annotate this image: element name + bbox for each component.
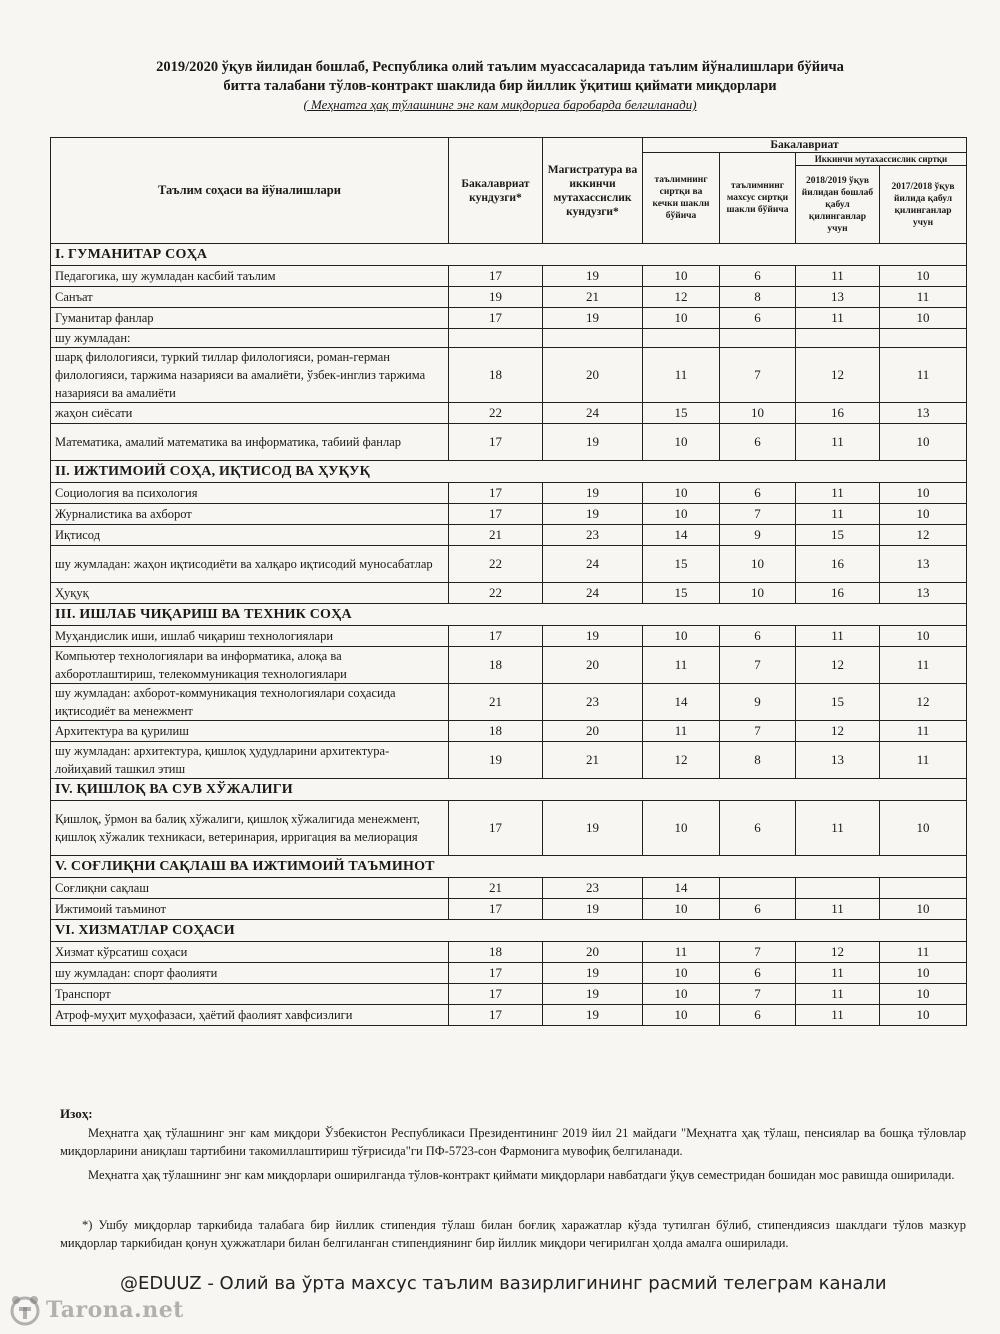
table-cell: 11: [796, 266, 880, 287]
row-label: Математика, амалий математика ва информатика, табиий фанлар: [51, 424, 449, 461]
column-special-correspondence: таълимнинг махсус сиртқи шакли бўйича: [720, 153, 796, 244]
table-cell: 6: [720, 899, 796, 920]
section-title: III. ИШЛАБ ЧИҚАРИШ ВА ТЕХНИК СОҲА: [51, 604, 967, 626]
document-header: [0, 58, 1000, 113]
table-row: [51, 329, 967, 348]
section-row: [51, 856, 967, 878]
table-cell: 20: [543, 348, 643, 403]
row-label: шарқ филологияси, туркий тиллар филологияси, роман-герман филологияси, таржима назарияси ва амалиёти, ўзбек-инглиз таржима назарияси ва амалиёти: [51, 348, 449, 403]
table-cell: 17: [449, 308, 543, 329]
tuition-table: [50, 137, 967, 1026]
table-cell: 13: [880, 546, 967, 583]
table-cell: 19: [543, 899, 643, 920]
table-row: [51, 287, 967, 308]
table-row: [51, 742, 967, 779]
column-for-2017: 2017/2018 ўқув йилида қабул қилинганлар учун: [880, 166, 967, 244]
table-cell: 11: [643, 348, 720, 403]
row-label: шу жумладан: ахборот-коммуникация технологиялари соҳасида иқтисодиёт ва менежмент: [51, 684, 449, 721]
table-row: [51, 801, 967, 856]
table-cell: 19: [543, 266, 643, 287]
table-cell: [449, 329, 543, 348]
row-label: жаҳон сиёсати: [51, 403, 449, 424]
title-subtitle: ( Меҳнатга ҳақ тўлашнинг энг кам миқдорига баробарда белгиланади): [303, 97, 697, 112]
table-cell: 11: [880, 647, 967, 684]
table-cell: 6: [720, 266, 796, 287]
table-cell: 14: [643, 878, 720, 899]
table-cell: 18: [449, 348, 543, 403]
row-label: шу жумладан: жаҳон иқтисодиёти ва халқаро иқтисодий муносабатлар: [51, 546, 449, 583]
table-row: [51, 684, 967, 721]
table-cell: 17: [449, 626, 543, 647]
table-cell: 11: [880, 287, 967, 308]
table-cell: 19: [543, 984, 643, 1005]
table-cell: 6: [720, 483, 796, 504]
table-cell: 19: [543, 504, 643, 525]
column-group-second-specialty: Иккинчи мутахассислик сиртқи: [796, 153, 967, 166]
table-cell: 19: [543, 424, 643, 461]
table-cell: 23: [543, 684, 643, 721]
table-cell: 17: [449, 424, 543, 461]
row-label: Соғлиқни сақлаш: [51, 878, 449, 899]
table-cell: 9: [720, 684, 796, 721]
row-label: Муҳандислик иши, ишлаб чиқариш технологиялари: [51, 626, 449, 647]
table-cell: 20: [543, 647, 643, 684]
table-row: [51, 984, 967, 1005]
table-cell: 12: [796, 942, 880, 963]
table-cell: 11: [796, 424, 880, 461]
table-cell: 10: [720, 546, 796, 583]
table-cell: 12: [796, 721, 880, 742]
table-cell: 10: [880, 801, 967, 856]
table-cell: 12: [880, 525, 967, 546]
table-cell: 21: [449, 525, 543, 546]
table-row: [51, 308, 967, 329]
table-cell: 11: [796, 504, 880, 525]
row-label: шу жумладан: архитектура, қишлоқ ҳудудларини архитектура-лойиҳавий ташкил этиш: [51, 742, 449, 779]
table-cell: 12: [796, 348, 880, 403]
table-cell: 10: [880, 266, 967, 287]
table-row: [51, 504, 967, 525]
column-from-2018: 2018/2019 ўқув йилидан бошлаб қабул қилинганлар учун: [796, 166, 880, 244]
row-label: Гуманитар фанлар: [51, 308, 449, 329]
table-cell: [880, 878, 967, 899]
watermark: [8, 1290, 208, 1330]
table-cell: 7: [720, 721, 796, 742]
table-cell: 21: [449, 878, 543, 899]
table-cell: 7: [720, 504, 796, 525]
table-cell: 10: [720, 403, 796, 424]
row-label: Педагогика, шу жумладан касбий таълим: [51, 266, 449, 287]
table-cell: 10: [643, 984, 720, 1005]
table-cell: 16: [796, 546, 880, 583]
table-cell: 21: [449, 684, 543, 721]
table-cell: 7: [720, 348, 796, 403]
table-cell: 19: [543, 801, 643, 856]
table-cell: 10: [880, 899, 967, 920]
row-label: шу жумладан: спорт фаолияти: [51, 963, 449, 984]
table-cell: 10: [643, 963, 720, 984]
table-cell: 17: [449, 963, 543, 984]
bear-logo-icon: [8, 1293, 42, 1327]
table-cell: 24: [543, 403, 643, 424]
table-cell: [796, 878, 880, 899]
table-cell: 21: [543, 742, 643, 779]
table-cell: 13: [796, 287, 880, 308]
table-cell: 24: [543, 583, 643, 604]
table-cell: 11: [796, 308, 880, 329]
notes-title: Изоҳ:: [60, 1106, 93, 1121]
table-cell: 11: [880, 348, 967, 403]
table-cell: 11: [796, 483, 880, 504]
table-cell: 16: [796, 583, 880, 604]
column-master-day: Магистратура ва иккинчи мутахассислик кундузги*: [543, 138, 643, 244]
table-cell: 6: [720, 424, 796, 461]
table-cell: 10: [880, 963, 967, 984]
table-row: [51, 424, 967, 461]
table-row: [51, 403, 967, 424]
row-label: Атроф-муҳит муҳофазаси, ҳаётий фаолият хавфсизлиги: [51, 1005, 449, 1026]
table-cell: 11: [796, 1005, 880, 1026]
watermark-text: Tarona.net: [46, 1297, 184, 1323]
table-cell: 10: [880, 483, 967, 504]
table-cell: 6: [720, 1005, 796, 1026]
section-title: V. СОҒЛИҚНИ САҚЛАШ ВА ИЖТИМОИЙ ТАЪМИНОТ: [51, 856, 967, 878]
table-cell: 10: [880, 308, 967, 329]
table-cell: 10: [880, 626, 967, 647]
table-cell: 11: [643, 721, 720, 742]
table-cell: 10: [720, 583, 796, 604]
table-cell: 17: [449, 984, 543, 1005]
table-cell: 10: [880, 984, 967, 1005]
table-cell: 11: [643, 647, 720, 684]
row-label: Компьютер технологиялари ва информатика, алоқа ва ахборотлаштириш, телекоммуникация технологиялари: [51, 647, 449, 684]
table-cell: [720, 329, 796, 348]
table-cell: 10: [643, 801, 720, 856]
table-row: [51, 483, 967, 504]
table-cell: 10: [643, 626, 720, 647]
table-cell: 23: [543, 525, 643, 546]
section-title: I. ГУМАНИТАР СОҲА: [51, 244, 967, 266]
section-row: [51, 920, 967, 942]
table-cell: 10: [643, 424, 720, 461]
table-cell: 10: [643, 266, 720, 287]
table-cell: [643, 329, 720, 348]
section-title: II. ИЖТИМОИЙ СОҲА, ИҚТИСОД ВА ҲУҚУҚ: [51, 461, 967, 483]
table-cell: 6: [720, 801, 796, 856]
table-cell: 12: [880, 684, 967, 721]
table-cell: 14: [643, 525, 720, 546]
table-cell: 15: [796, 684, 880, 721]
notes-paragraph-2: Меҳнатга ҳақ тўлашнинг энг кам миқдорлари оширилганда тўлов-контракт қиймати миқдорлари навбатдаги ўқув семестридан бошидан мос равишда оширилади.: [88, 1168, 955, 1182]
table-cell: 19: [543, 1005, 643, 1026]
table-cell: 19: [543, 626, 643, 647]
table-cell: 20: [543, 721, 643, 742]
notes-paragraph-1: Меҳнатга ҳақ тўлашнинг энг кам миқдори Ўзбекистон Республикаси Президентининг 2019 йил 21 майдаги "Меҳнатга ҳақ тўлаш, пенсиялар ва бошқа тўловлар миқдорларини аниқлаш тартибини такомиллаштириш тўғрисида"ги ПФ-5723-сон Фармонига мувофиқ белгиланади.: [60, 1126, 966, 1158]
table-cell: 18: [449, 647, 543, 684]
row-label: Архитектура ва қурилиш: [51, 721, 449, 742]
row-label: Ижтимоий таъминот: [51, 899, 449, 920]
table-cell: 10: [880, 424, 967, 461]
table-cell: 11: [796, 626, 880, 647]
table-cell: 22: [449, 546, 543, 583]
column-evening: таълимнинг сиртқи ва кечки шакли бўйича: [643, 153, 720, 244]
table-cell: 9: [720, 525, 796, 546]
table-cell: 6: [720, 626, 796, 647]
table-cell: 17: [449, 1005, 543, 1026]
table-cell: 10: [880, 1005, 967, 1026]
table-cell: 15: [796, 525, 880, 546]
table-row: [51, 942, 967, 963]
table-cell: 7: [720, 984, 796, 1005]
table-cell: 11: [880, 742, 967, 779]
row-label: шу жумладан:: [51, 329, 449, 348]
table-cell: 12: [643, 287, 720, 308]
row-label: Ҳуқуқ: [51, 583, 449, 604]
title-line-1: 2019/2020 ўқув йилидан бошлаб, Республика олий таълим муассасаларида таълим йўналишлари бўйича: [156, 59, 844, 75]
row-label: Иқтисод: [51, 525, 449, 546]
table-cell: 6: [720, 963, 796, 984]
table-row: [51, 626, 967, 647]
row-label: Санъат: [51, 287, 449, 308]
title-line-2: битта талабани тўлов-контракт шаклида бир йиллик ўқитиш қиймати миқдорлари: [223, 78, 777, 94]
table-cell: 15: [643, 583, 720, 604]
table-cell: 7: [720, 942, 796, 963]
table-cell: 10: [643, 483, 720, 504]
table-cell: [796, 329, 880, 348]
table-row: [51, 647, 967, 684]
notes-paragraph-3: *) Ушбу миқдорлар таркибида талабага бир йиллик стипендия тўлаш билан боғлиқ харажатлар кўзда тутилган бўлиб, стипендиясиз шаклдаги тўлов мазкур миқдорлар таркибидан қонун ҳужжатлари билан белгиланган стипендиянинг бир йиллик миқдори чегирилган ҳолда амалга оширилади.: [60, 1218, 966, 1250]
table-cell: 16: [796, 403, 880, 424]
table-cell: 19: [543, 308, 643, 329]
table-cell: 19: [543, 963, 643, 984]
table-cell: 17: [449, 266, 543, 287]
table-cell: 11: [880, 942, 967, 963]
table-cell: 17: [449, 899, 543, 920]
table-cell: 11: [796, 963, 880, 984]
table-cell: 13: [796, 742, 880, 779]
table-cell: 15: [643, 546, 720, 583]
table-cell: 20: [543, 942, 643, 963]
table-row: [51, 878, 967, 899]
table-cell: 11: [643, 942, 720, 963]
column-bachelor-day: Бакалавриат кундузги*: [449, 138, 543, 244]
section-row: [51, 779, 967, 801]
table-cell: 13: [880, 583, 967, 604]
table-cell: 18: [449, 721, 543, 742]
table-row: [51, 1005, 967, 1026]
table-cell: [880, 329, 967, 348]
table-cell: 17: [449, 504, 543, 525]
table-cell: 23: [543, 878, 643, 899]
table-cell: 19: [449, 287, 543, 308]
section-row: [51, 244, 967, 266]
table-cell: 11: [880, 721, 967, 742]
section-row: [51, 461, 967, 483]
table-row: [51, 899, 967, 920]
table-cell: 8: [720, 287, 796, 308]
table-cell: 7: [720, 647, 796, 684]
table-cell: 11: [796, 801, 880, 856]
table-cell: [543, 329, 643, 348]
table-cell: 12: [796, 647, 880, 684]
row-label: Социология ва психология: [51, 483, 449, 504]
table-cell: 11: [796, 899, 880, 920]
table-cell: 15: [643, 403, 720, 424]
table-row: [51, 721, 967, 742]
table-row: [51, 963, 967, 984]
column-area: Таълим соҳаси ва йўналишлари: [51, 138, 449, 244]
table-cell: 10: [643, 308, 720, 329]
section-title: IV. ҚИШЛОҚ ВА СУВ ХЎЖАЛИГИ: [51, 779, 967, 801]
table-cell: 10: [643, 899, 720, 920]
table-cell: 6: [720, 308, 796, 329]
table-cell: 10: [880, 504, 967, 525]
table-cell: 19: [449, 742, 543, 779]
section-title: VI. ХИЗМАТЛАР СОҲАСИ: [51, 920, 967, 942]
row-label: Хизмат кўрсатиш соҳаси: [51, 942, 449, 963]
table-cell: [720, 878, 796, 899]
row-label: Транспорт: [51, 984, 449, 1005]
telegram-channel-caption: @EDUUZ - Олий ва ўрта махсус таълим вазирлигининг расмий телеграм канали: [120, 1273, 887, 1294]
row-label: Журналистика ва ахборот: [51, 504, 449, 525]
column-group-bachelor: Бакалавриат: [643, 138, 967, 153]
table-cell: 24: [543, 546, 643, 583]
table-row: [51, 348, 967, 403]
table-cell: 14: [643, 684, 720, 721]
table-cell: 18: [449, 942, 543, 963]
section-row: [51, 604, 967, 626]
table-row: [51, 266, 967, 287]
table-cell: 10: [643, 1005, 720, 1026]
table-row: [51, 525, 967, 546]
table-cell: 8: [720, 742, 796, 779]
table-cell: 17: [449, 483, 543, 504]
table-cell: 21: [543, 287, 643, 308]
table-cell: 17: [449, 801, 543, 856]
table-row: [51, 546, 967, 583]
table-cell: 12: [643, 742, 720, 779]
table-cell: 10: [643, 504, 720, 525]
table-cell: 22: [449, 403, 543, 424]
table-row: [51, 583, 967, 604]
table-cell: 19: [543, 483, 643, 504]
row-label: Қишлоқ, ўрмон ва балиқ хўжалиги, қишлоқ хўжалигида менежмент, қишлоқ хўжалик техникаси, ветеринария, ирригация ва мелиорация: [51, 801, 449, 856]
table-cell: 13: [880, 403, 967, 424]
table-cell: 11: [796, 984, 880, 1005]
table-cell: 22: [449, 583, 543, 604]
